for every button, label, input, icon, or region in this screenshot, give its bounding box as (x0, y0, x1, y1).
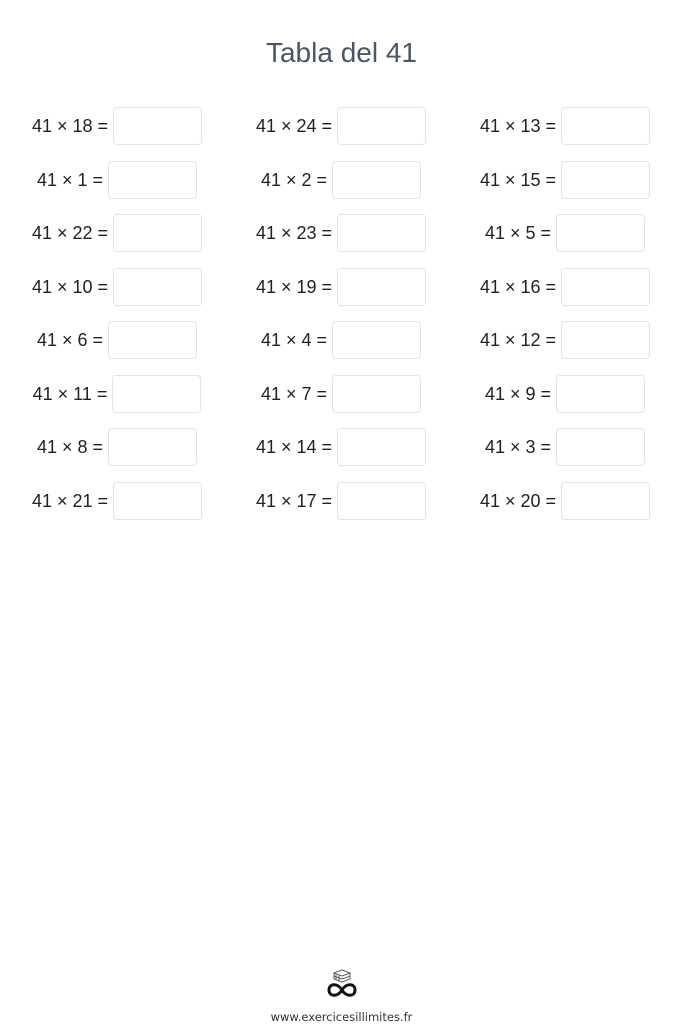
problem-item (5, 482, 229, 536)
problem-item (5, 268, 229, 322)
problem-item (453, 482, 677, 536)
problem-expression: 41 × 4 = (260, 330, 328, 350)
problem-item (229, 482, 453, 536)
problem-expression: 41 × 12 = (479, 330, 557, 350)
problem-item (229, 321, 453, 375)
problem-expression: 41 × 9 = (484, 383, 552, 404)
problem-expression: 41 × 14 = (255, 437, 333, 457)
answer-input[interactable] (337, 482, 426, 520)
problem-expression: 41 × 1 = (36, 169, 104, 190)
answer-input[interactable] (561, 268, 650, 306)
answer-input[interactable] (108, 428, 197, 466)
problem-expression: 41 × 21 = (31, 490, 109, 511)
problem-expression: 41 × 20 = (479, 490, 557, 511)
problem-expression: 41 × 17 = (255, 490, 333, 511)
page-title: Tabla del 41 (265, 37, 417, 68)
answer-input[interactable] (113, 482, 202, 520)
problem-expression: 41 × 11 = (32, 383, 108, 404)
answer-input[interactable] (561, 107, 650, 145)
answer-input[interactable] (337, 428, 426, 466)
answer-input[interactable] (332, 321, 421, 359)
problem-expression: 41 × 16 = (479, 276, 557, 297)
problem-expression: 41 × 18 = (31, 116, 109, 136)
answer-input[interactable] (337, 107, 426, 145)
problem-expression: 41 × 6 = (36, 330, 104, 350)
answer-input[interactable] (337, 268, 426, 306)
problem-expression: 41 × 5 = (484, 223, 552, 243)
problem-item (453, 161, 677, 215)
problem-expression: 41 × 13 = (479, 116, 557, 136)
problem-item (5, 321, 229, 375)
answer-input[interactable] (556, 428, 645, 466)
problems-grid (5, 107, 677, 535)
problem-item (229, 375, 453, 429)
problem-item (453, 321, 677, 375)
problem-item (229, 428, 453, 482)
problem-expression: 41 × 22 = (31, 223, 109, 243)
answer-input[interactable] (108, 321, 197, 359)
problem-item (453, 428, 677, 482)
answer-input[interactable] (113, 268, 202, 306)
answer-input[interactable] (561, 161, 650, 199)
answer-input[interactable] (561, 321, 650, 359)
site-url: www.exercicesillimites.fr (270, 1010, 413, 1024)
answer-input[interactable] (556, 375, 645, 413)
answer-input[interactable] (332, 161, 421, 199)
problem-expression: 41 × 3 = (484, 437, 552, 457)
problem-expression: 41 × 24 = (255, 116, 333, 136)
problem-item (5, 161, 229, 215)
answer-input[interactable] (556, 214, 645, 252)
infinity-books-logo-icon (322, 968, 362, 1000)
problem-expression: 41 × 15 = (479, 169, 557, 190)
problem-item (5, 214, 229, 268)
problem-item (229, 107, 453, 161)
problem-expression: 41 × 7 = (260, 383, 328, 404)
problem-expression: 41 × 8 = (36, 437, 104, 457)
problem-item (453, 268, 677, 322)
answer-input[interactable] (332, 375, 421, 413)
problem-expression: 41 × 23 = (255, 223, 333, 243)
problem-item (5, 107, 229, 161)
problem-item (229, 161, 453, 215)
answer-input[interactable] (337, 214, 426, 252)
answer-input[interactable] (113, 214, 202, 252)
answer-input[interactable] (108, 161, 197, 199)
answer-input[interactable] (561, 482, 650, 520)
problem-item (229, 268, 453, 322)
problem-item (229, 214, 453, 268)
problem-item (5, 375, 229, 429)
problem-item (5, 428, 229, 482)
footer (0, 968, 683, 1025)
answer-input[interactable] (113, 107, 202, 145)
problem-expression: 41 × 2 = (260, 169, 328, 190)
problem-expression: 41 × 10 = (31, 276, 109, 297)
problem-expression: 41 × 19 = (255, 276, 333, 297)
problem-item (453, 375, 677, 429)
problem-item (453, 214, 677, 268)
problem-item (453, 107, 677, 161)
answer-input[interactable] (112, 375, 201, 413)
